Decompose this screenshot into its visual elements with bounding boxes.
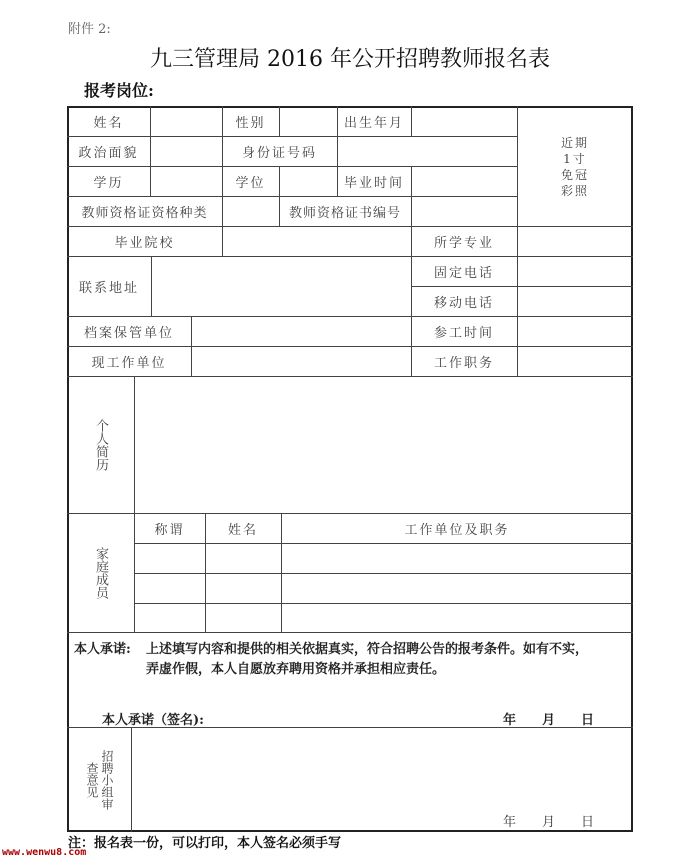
footer-note: 注：报名表一份，可以打印，本人签名必须手写: [68, 836, 342, 851]
pledge-label: 本人承诺:: [74, 642, 131, 657]
degree-field[interactable]: [280, 167, 337, 196]
work-start-label: 参工时间: [433, 325, 494, 341]
address-field[interactable]: [152, 257, 411, 316]
cert-number-field[interactable]: [412, 197, 517, 226]
landline-label: 固定电话: [433, 265, 494, 281]
resume-label-cell: [67, 376, 134, 513]
grad-time-label: 毕业时间: [343, 175, 404, 191]
position-label: 工作职务: [433, 355, 494, 371]
name-field[interactable]: [151, 107, 222, 136]
mobile-label: 移动电话: [433, 295, 494, 311]
school-field[interactable]: [223, 227, 411, 256]
birth-field[interactable]: [412, 107, 517, 136]
cert-type-field[interactable]: [223, 197, 279, 226]
family-label: 家庭成员: [93, 546, 108, 599]
landline-field[interactable]: [518, 257, 632, 286]
name-label: 姓名: [93, 115, 124, 131]
family-col-work: 工作单位及职务: [404, 522, 510, 538]
major-field[interactable]: [518, 227, 632, 256]
row-line: [67, 632, 633, 633]
archive-unit-label: 档案保管单位: [83, 325, 174, 341]
grad-time-field[interactable]: [412, 167, 517, 196]
education-label: 学历: [93, 175, 124, 191]
address-label: 联系地址: [78, 280, 139, 296]
family-label-cell: [67, 513, 134, 632]
signature-label: 本人承诺（签名):: [102, 713, 204, 728]
major-label: 所学专业: [433, 235, 494, 251]
review-label: 招聘小组审查意见: [85, 749, 114, 810]
birth-label: 出生年月: [343, 115, 404, 131]
work-start-field[interactable]: [518, 317, 632, 346]
annex-label: 附件 2:: [68, 22, 111, 37]
resume-field[interactable]: [135, 377, 632, 513]
id-number-label: 身份证号码: [241, 145, 317, 161]
political-label: 政治面貌: [78, 145, 139, 161]
gender-label: 性别: [235, 115, 266, 131]
mobile-field[interactable]: [518, 287, 632, 316]
pledge-line-1: 上述填写内容和提供的相关依据真实，符合招聘公告的报考条件。如有不实，: [146, 642, 589, 657]
applied-post-label: 报考岗位:: [84, 81, 154, 100]
family-row-2[interactable]: [135, 574, 632, 603]
family-col-name: 姓名: [227, 522, 258, 538]
family-row-3[interactable]: [135, 604, 632, 632]
current-unit-field[interactable]: [192, 347, 411, 376]
current-unit-label: 现工作单位: [91, 355, 167, 371]
page-title: 九三管理局 2016 年公开招聘教师报名表: [150, 47, 550, 72]
cert-number-label: 教师资格证书编号: [288, 205, 401, 221]
family-row-1[interactable]: [135, 544, 632, 573]
gender-field[interactable]: [280, 107, 337, 136]
watermark: www.wenwu8.com: [2, 847, 87, 858]
id-number-field[interactable]: [338, 137, 517, 166]
education-field[interactable]: [151, 167, 222, 196]
resume-label: 个人简历: [93, 418, 108, 471]
political-field[interactable]: [151, 137, 222, 166]
photo-placeholder[interactable]: 近期 1寸 免冠 彩照: [560, 135, 589, 198]
family-col-relation: 称谓: [154, 522, 185, 538]
signature-date: 年 月 日: [503, 713, 595, 728]
review-label-cell: [67, 727, 131, 832]
school-label: 毕业院校: [114, 235, 175, 251]
pledge-line-2: 弄虚作假，本人自愿放弃聘用资格并承担相应责任。: [146, 662, 446, 677]
degree-label: 学位: [235, 175, 266, 191]
cert-type-label: 教师资格证资格种类: [81, 205, 208, 221]
archive-unit-field[interactable]: [192, 317, 411, 346]
position-field[interactable]: [518, 347, 632, 376]
review-date: 年 月 日: [503, 815, 595, 830]
